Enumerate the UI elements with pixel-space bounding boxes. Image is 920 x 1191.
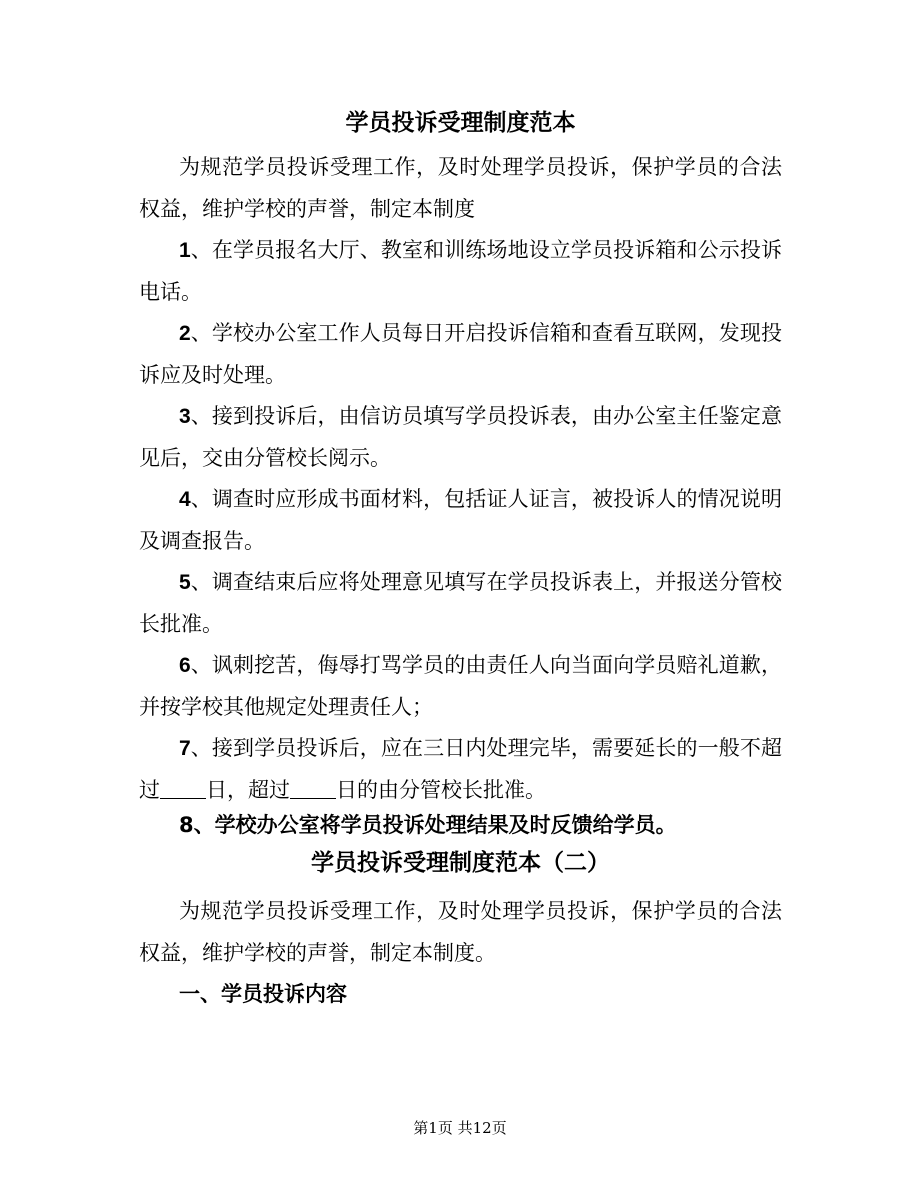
text-line <box>139 645 782 687</box>
text-line: 电话。 <box>139 279 202 304</box>
item-number: 3 <box>179 405 191 428</box>
item-6 <box>139 645 782 728</box>
item-text: 、接到学员投诉后，应在三日内处理完毕，需要延长的一般不超 <box>190 736 782 760</box>
item-text: 、在学员报名大厅、教室和训练场地设立学员投诉箱和公示投诉 <box>190 238 782 262</box>
text-line <box>139 562 782 604</box>
blank-field-1 <box>160 778 206 799</box>
text-line <box>139 396 782 438</box>
text-line <box>139 230 782 272</box>
text-line <box>139 728 782 770</box>
item-number: 6 <box>179 654 191 677</box>
item-number: 2 <box>179 322 191 345</box>
text-line <box>139 313 782 355</box>
text-line: 为规范学员投诉受理工作，及时处理学员投诉，保护学员的合法 <box>179 899 782 923</box>
item-4 <box>139 479 782 562</box>
text-line: 见后，交由分管校长阅示。 <box>139 445 391 470</box>
item-text: 、调查结束后应将处理意见填写在学员投诉表上，并报送分管校 <box>190 570 782 594</box>
item-text: 、讽刺挖苦，侮辱打骂学员的由责任人向当面向学员赔礼道歉， <box>190 653 782 677</box>
text-line: 长批准。 <box>139 611 223 636</box>
item-1 <box>139 230 782 313</box>
text-line: 权益，维护学校的声誉，制定本制度 <box>139 196 475 221</box>
text-line <box>139 479 782 521</box>
text-line: 权益，维护学校的声誉，制定本制度。 <box>139 940 496 965</box>
item-7 <box>139 728 782 811</box>
text-line: 为规范学员投诉受理工作，及时处理学员投诉，保护学员的合法 <box>179 155 782 179</box>
item-number: 1 <box>179 239 191 262</box>
text-line: 及调查报告。 <box>139 528 265 553</box>
text-line: 诉应及时处理。 <box>139 362 286 387</box>
item-text: 、学校办公室工作人员每日开启投诉信箱和查看互联网，发现投 <box>190 321 782 345</box>
item-text: 、接到投诉后，由信访员填写学员投诉表，由办公室主任鉴定意 <box>190 404 782 428</box>
item-number: 7 <box>179 737 191 760</box>
item-number: 4 <box>179 488 191 511</box>
item-2 <box>139 313 782 396</box>
item-8: 8、学校办公室将学员投诉处理结果及时反馈给学员。 <box>179 813 677 837</box>
item-5 <box>139 562 782 645</box>
item-text: 过 <box>139 777 160 802</box>
item-text: 日，超过 <box>206 777 290 802</box>
intro-paragraph-2 <box>139 891 782 1016</box>
intro-paragraph <box>139 147 782 847</box>
item-text: 、调查时应形成书面材料，包括证人证言，被投诉人的情况说明 <box>190 487 782 511</box>
document-title: 学员投诉受理制度范本 <box>345 110 576 136</box>
item-number: 5 <box>179 571 191 594</box>
blank-field-2 <box>290 778 336 799</box>
item-text: 日的由分管校长批准。 <box>336 777 546 802</box>
page-footer: 第1页 共12页 <box>413 1119 507 1137</box>
section-title-2: 学员投诉受理制度范本（二） <box>311 850 610 876</box>
section-heading: 一、学员投诉内容 <box>179 982 347 1006</box>
item-3 <box>139 396 782 479</box>
text-line: 并按学校其他规定处理责任人； <box>139 694 433 719</box>
